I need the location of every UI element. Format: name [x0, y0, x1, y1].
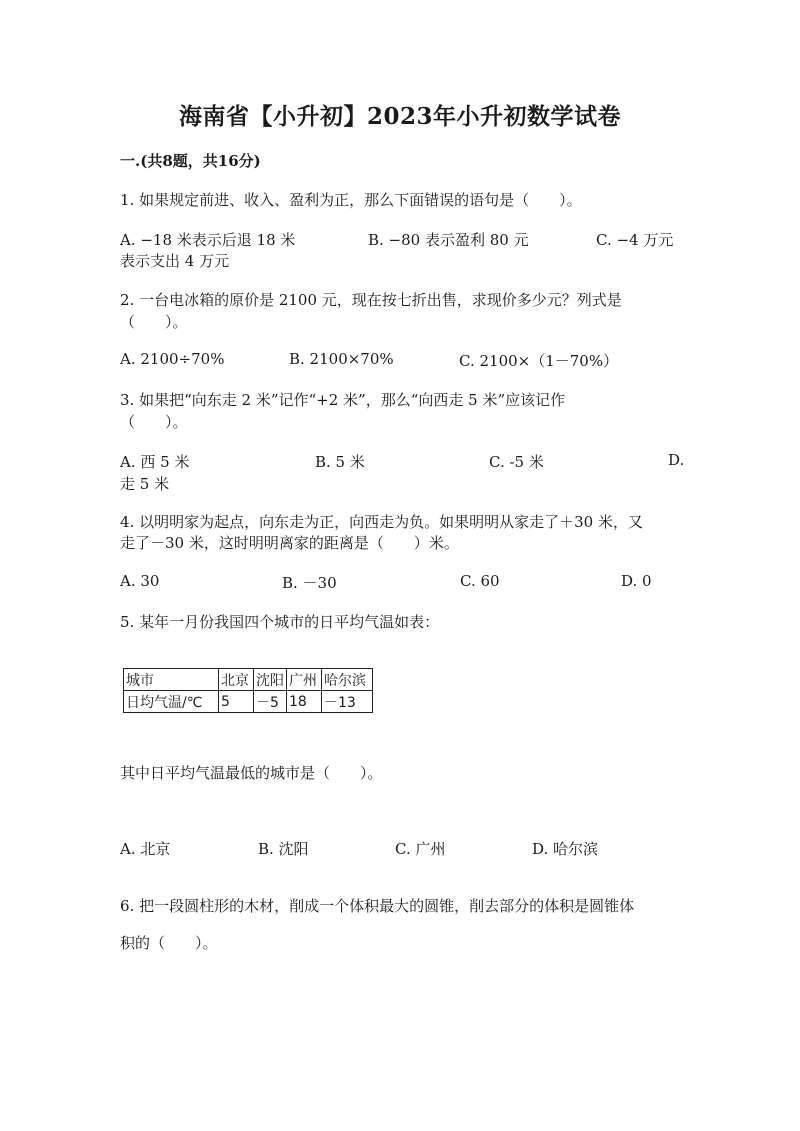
q1-option-a: A. −18 米表示后退 18 米: [120, 231, 296, 249]
q2-stem-line1: 2. 一台电冰箱的原价是 2100 元，现在按七折出售，求现价多少元？列式是: [120, 291, 622, 309]
q3-stem-line1: 3. 如果把“向东走 2 米”记作“+2 米”，那么“向西走 5 米”应该记作: [120, 391, 566, 409]
q2-option-b: B. 2100×70%: [289, 350, 394, 368]
q3-option-d-continued: 走 5 米: [120, 475, 170, 493]
q2-option-a: A. 2100÷70%: [120, 350, 225, 368]
q4-option-d: D. 0: [621, 572, 652, 590]
q6-stem-line2: 积的（ ）。: [120, 934, 218, 952]
temperature-table: [123, 668, 373, 713]
q5-question: 其中日平均气温最低的城市是（ ）。: [120, 764, 383, 782]
q3-option-b: B. 5 米: [315, 453, 365, 471]
q1-option-c-continued: 表示支出 4 万元: [120, 252, 230, 270]
q5-option-c: C. 广州: [395, 840, 446, 858]
table-cell: 城市: [124, 669, 219, 691]
q1-stem: 1. 如果规定前进、收入、盈利为正，那么下面错误的语句是（ ）。: [120, 191, 582, 209]
table-cell: －13: [322, 691, 373, 713]
q2-option-c: C. 2100×（1－70%）: [459, 352, 619, 370]
table-cell: 日均气温/℃: [124, 691, 219, 713]
q3-option-c: C. -5 米: [489, 453, 544, 471]
q4-option-c: C. 60: [460, 572, 500, 590]
table-cell: 沈阳: [254, 669, 287, 691]
q4-stem-line2: 走了－30 米，这时明明离家的距离是（ ）米。: [120, 534, 459, 552]
q6-stem-line1: 6. 把一段圆柱形的木材，削成一个体积最大的圆锥，削去部分的体积是圆锥体: [120, 897, 635, 915]
q4-option-b: B. －30: [282, 574, 337, 592]
section-heading: 一.(共8题，共16分): [120, 152, 261, 170]
table-cell: 北京: [219, 669, 254, 691]
table-cell: 18: [287, 691, 322, 713]
q5-stem: 5. 某年一月份我国四个城市的日平均气温如表：: [120, 613, 440, 631]
q3-option-d: D.: [668, 451, 685, 469]
page-title: 海南省【小升初】2023年小升初数学试卷: [178, 103, 621, 130]
q5-option-a: A. 北京: [120, 840, 171, 858]
table-cell: 5: [219, 691, 254, 713]
q4-stem-line1: 4. 以明明家为起点，向东走为正，向西走为负。如果明明从家走了＋30 米，又: [120, 513, 643, 531]
table-header-row: [124, 669, 373, 691]
q3-stem-line2: （ ）。: [120, 413, 188, 431]
table-cell: 哈尔滨: [322, 669, 373, 691]
q5-option-d: D. 哈尔滨: [532, 840, 599, 858]
table-cell: 广州: [287, 669, 322, 691]
q3-option-a: A. 西 5 米: [120, 453, 190, 471]
q2-stem-line2: （ ）。: [120, 313, 188, 331]
q5-option-b: B. 沈阳: [258, 840, 309, 858]
table-row: [124, 691, 373, 713]
table-cell: －5: [254, 691, 287, 713]
q1-option-b: B. −80 表示盈利 80 元: [368, 231, 529, 249]
q1-option-c: C. −4 万元: [596, 231, 674, 249]
q4-option-a: A. 30: [120, 572, 160, 590]
